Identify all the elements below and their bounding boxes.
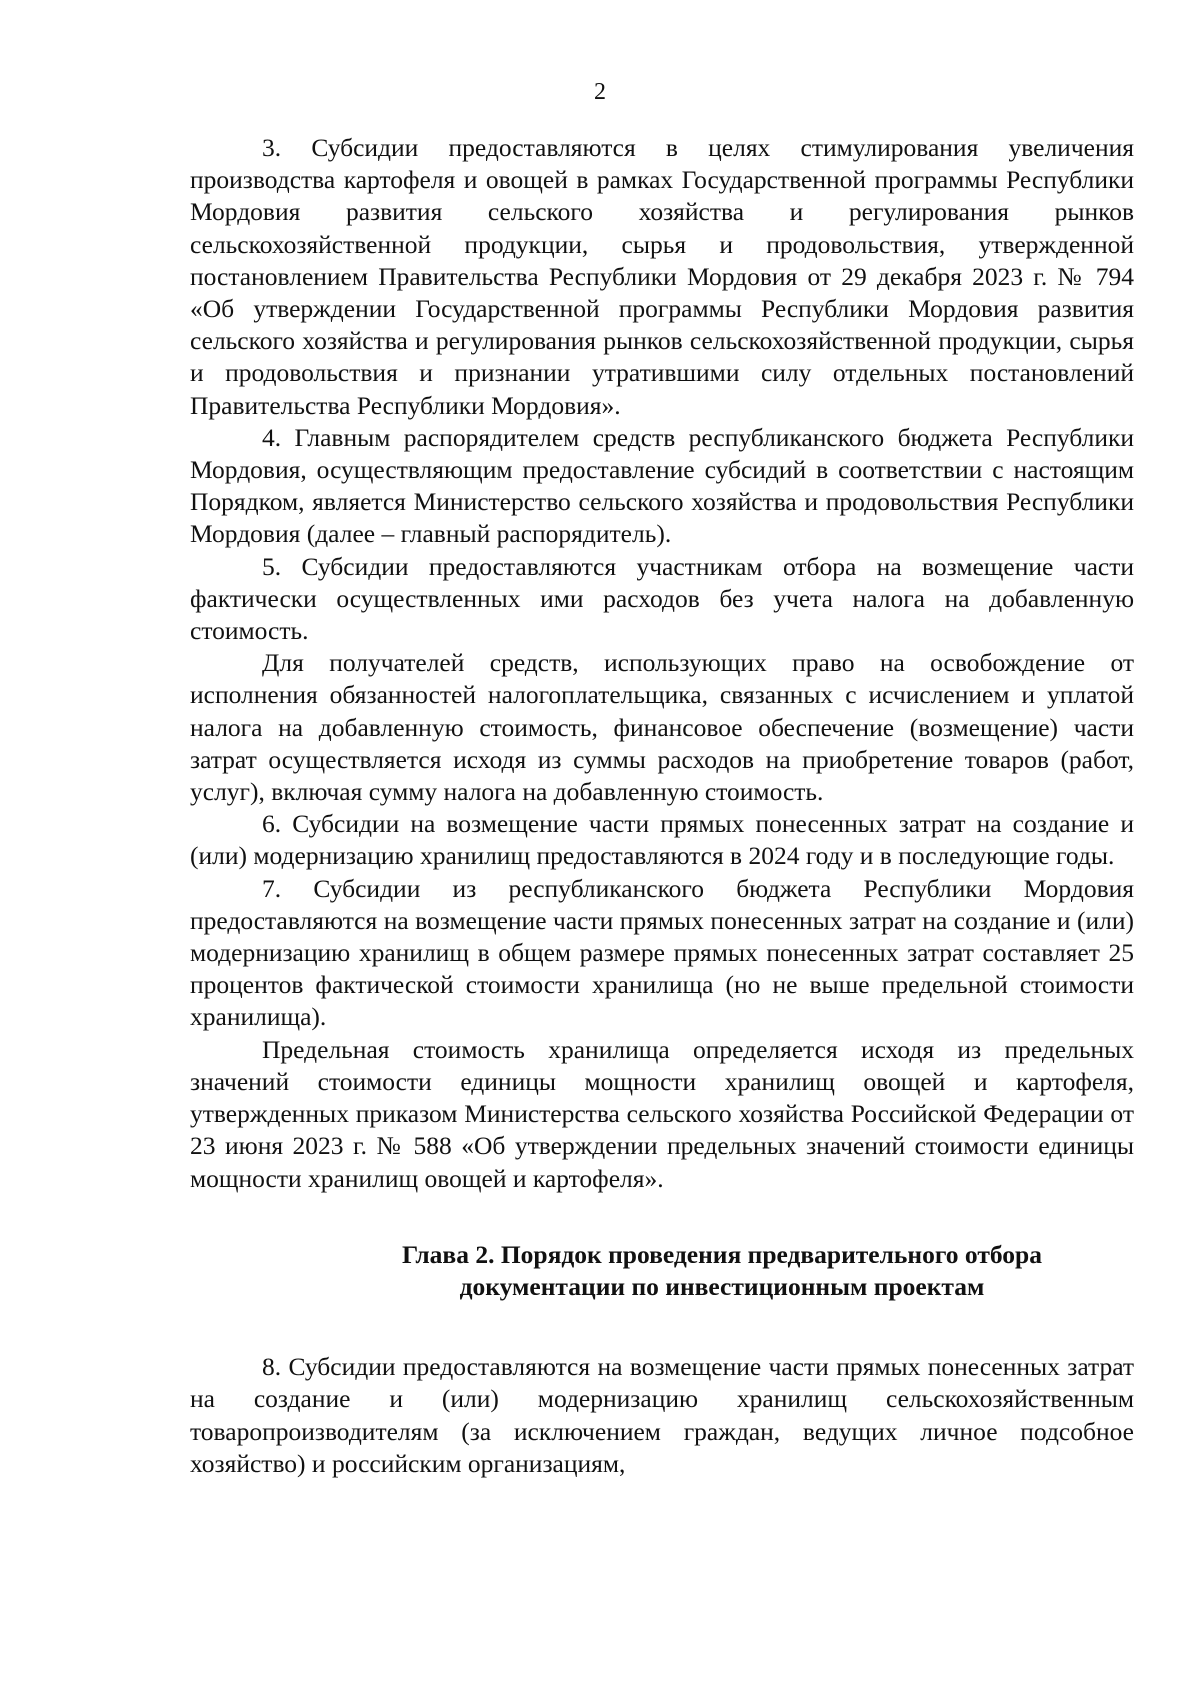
paragraph-3: 3. Субсидии предоставляются в целях стимулирования увеличения производства картофеля и овощей в рамках Государственной программы Республики Мордовия развития сельского хозяйства и регулирования рынков сельскохозяйственной продукции, сырья и продовольствия, утвержденной постановлением Правительства Республики Мордовия от 29 декабря 2023 г. № 794 «Об утверждении Государственной программы Республики Мордовия развития сельского хозяйства и регулирования рынков сельскохозяйственной продукции, сырья и продовольствия и признании утратившими силу отдельных постановлений Правительства Республики Мордовия». bbox=[190, 133, 1134, 420]
paragraph-4: 4. Главным распорядителем средств республиканского бюджета Республики Мордовия, осуществляющим предоставление субсидий в соответствии с настоящим Порядком, является Министерство сельского хозяйства и продовольствия Республики Мордовия (далее – главный распорядитель). bbox=[190, 422, 1134, 549]
paragraph-5: 5. Субсидии предоставляются участникам отбора на возмещение части фактически осуществленных ими расходов без учета налога на добавленную стоимость. bbox=[190, 551, 1134, 646]
chapter-heading-line-2: документации по инвестиционным проектам bbox=[459, 1271, 985, 1301]
page-number: 2 bbox=[594, 79, 606, 105]
document-body bbox=[190, 132, 1134, 1480]
paragraph-7-limit-cost: Предельная стоимость хранилища определяется исходя из предельных значений стоимости единицы мощности хранилищ овощей и картофеля, утвержденных приказом Министерства сельского хозяйства Российской Федерации от 23 июня 2023 г. № 588 «Об утверждении предельных значений стоимости единицы мощности хранилищ овощей и картофеля». bbox=[190, 1034, 1134, 1193]
paragraph-8: 8. Субсидии предоставляются на возмещение части прямых понесенных затрат на создание и (или) модернизацию хранилищ сельскохозяйственным товаропроизводителям (за исключением граждан, ведущих личное подсобное хозяйство) и российским организациям, bbox=[190, 1352, 1134, 1478]
paragraph-5-vat-note: Для получателей средств, использующих право на освобождение от исполнения обязанностей налогоплательщика, связанных с исчислением и уплатой налога на добавленную стоимость, финансовое обеспечение (возмещение) части затрат осуществляется исходя из суммы расходов на приобретение товаров (работ, услуг), включая сумму налога на добавленную стоимость. bbox=[190, 648, 1134, 807]
paragraph-7: 7. Субсидии из республиканского бюджета Республики Мордовия предоставляются на возмещение части прямых понесенных затрат на создание и (или) модернизацию хранилищ в общем размере прямых понесенных затрат составляет 25 процентов фактической стоимости хранилища (но не выше предельной стоимости хранилища). bbox=[190, 873, 1134, 1032]
paragraph-6: 6. Субсидии на возмещение части прямых понесенных затрат на создание и (или) модернизацию хранилищ предоставляются в 2024 году и в последующие годы. bbox=[190, 809, 1134, 871]
chapter-heading bbox=[190, 1239, 1134, 1303]
chapter-heading-line-1: Глава 2. Порядок проведения предварительного отбора bbox=[402, 1239, 1042, 1269]
